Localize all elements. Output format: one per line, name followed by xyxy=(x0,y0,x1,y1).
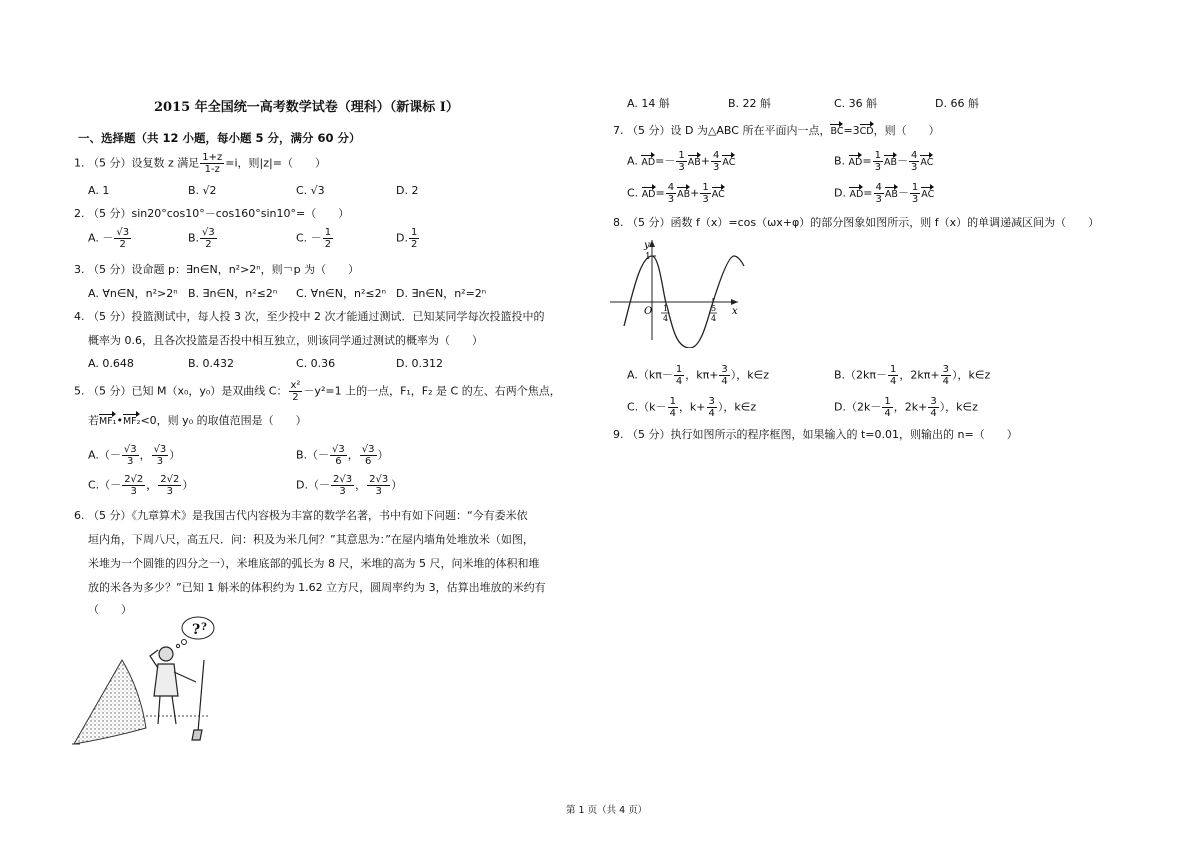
q4-option-d: D. 0.312 xyxy=(396,357,443,370)
q5-option-a: A.（－ $\frac{√3}{3}$ ， $\frac{√3}{3}$ ） xyxy=(88,444,181,467)
origin-label: O xyxy=(644,306,653,317)
q5-option-d: D.（－ $\frac{2√3}{3}$ ， $\frac{2√3}{3}$ ） xyxy=(296,474,403,497)
q8-option-d: D.（2k－ $\frac{1}{4}$ ，2k+ $\frac{3}{4}$ ），k∈z xyxy=(834,396,978,419)
question-4-line1: 4. （5 分）投篮测试中，每人投 3 次，至少投中 2 次才能通过测试．已知某同学每次投篮投中的 xyxy=(74,310,545,323)
q1-option-d: D. 2 xyxy=(396,184,419,197)
page-title: 2015 年全国统一高考数学试卷（理科）（新课标 Ⅰ） xyxy=(154,100,459,115)
tick-quarter-den: 4 xyxy=(663,314,669,323)
q8-option-a: A.（kπ－ $\frac{1}{4}$ ，kπ+ $\frac{3}{4}$ ），k∈z xyxy=(627,364,770,387)
x-axis-arrow xyxy=(731,299,738,305)
q4-option-a: A. 0.648 xyxy=(88,357,134,370)
q6-option-b: B. 22 斛 xyxy=(728,97,772,110)
question-3-stem: 3. （5 分）设命题 p：∃n∈N，n²>2ⁿ，则￢p 为（ ） xyxy=(74,263,360,276)
question-2-stem: 2. （5 分）sin20°cos10°－cos160°sin10°=（ ） xyxy=(74,207,350,220)
one-label: 1 xyxy=(645,252,651,262)
q2-option-d: D. $\frac{1}{2}$ xyxy=(396,227,418,250)
question-6-line1: 6. （5 分）《九章算术》是我国古代内容极为丰富的数学名著，书中有如下问题：“今有委米依 xyxy=(74,509,528,522)
question-5-line2: 若MF₁•MF₂<0，则 y₀ 的取值范围是（ ） xyxy=(88,414,307,427)
question-4-line2: 概率为 0.6，且各次投篮是否投中相互独立，则该同学通过测试的概率为（ ） xyxy=(88,334,483,347)
q7-option-b: B. AD= $\frac{1}{3}$ AB－ $\frac{4}{3}$ AC xyxy=(834,150,934,173)
q7-option-a: A. AD=－ $\frac{1}{3}$ AB+ $\frac{4}{3}$ AC xyxy=(627,150,736,173)
svg-text:?: ? xyxy=(201,622,207,633)
question-6-line2: 垣内角，下周八尺，高五尺．问：积及为米几何？”其意思为：”在屋内墙角处堆放米（如图， xyxy=(88,533,534,546)
q6-option-a: A. 14 斛 xyxy=(627,97,670,110)
q1-option-c: C. √3 xyxy=(296,184,325,197)
q2-option-c: C. － $\frac{1}{2}$ xyxy=(296,227,332,250)
question-8-stem: 8. （5 分）函数 f（x）=cos（ωx+φ）的部分图象如图所示，则 f（x）的单调递减区间为（ ） xyxy=(613,216,1100,229)
tick-quarter-num: 1 xyxy=(663,304,669,313)
rice-pile-illustration xyxy=(70,612,220,752)
q3-option-d: D. ∃n∈N，n²=2ⁿ xyxy=(396,287,487,300)
q2-option-b: B. $\frac{√3}{2}$ xyxy=(188,227,215,250)
q1-option-a: A. 1 xyxy=(88,184,110,197)
question-6-line5: （ ） xyxy=(88,603,132,616)
q7-option-c: C. AD= $\frac{4}{3}$ AB+ $\frac{1}{3}$ AC xyxy=(627,182,725,205)
q4-option-c: C. 0.36 xyxy=(296,357,336,370)
svg-text:?: ? xyxy=(192,622,201,638)
q6-option-c: C. 36 斛 xyxy=(834,97,878,110)
q5-option-c: C.（－ $\frac{2√2}{3}$ ， $\frac{2√2}{3}$ ） xyxy=(88,474,194,497)
question-7-stem: 7. （5 分）设 D 为△ABC 所在平面内一点，BC=3CD，则（ ） xyxy=(613,124,940,137)
question-1-stem: 1. （5 分）设复数 z 满足 $\frac{1+z}{1-z}$ =i，则|z|=（ ） xyxy=(74,152,326,175)
page-footer: 第 1 页（共 4 页） xyxy=(566,805,648,816)
q1-option-b: B. √2 xyxy=(188,184,217,197)
question-9-stem: 9. （5 分）执行如图所示的程序框图，如果输入的 t=0.01，则输出的 n=（ ） xyxy=(613,428,1018,441)
fraction: $\frac{1+z}{1-z}$ xyxy=(202,152,223,175)
q8-option-c: C.（k－ $\frac{1}{4}$ ，k+ $\frac{3}{4}$ ），k∈z xyxy=(627,396,757,419)
q8-option-b: B.（2kπ－ $\frac{1}{4}$ ，2kπ+ $\frac{3}{4}$ ），k∈z xyxy=(834,364,991,387)
q7-option-d: D. AD= $\frac{4}{3}$ AB－ $\frac{1}{3}$ AC xyxy=(834,182,935,205)
tick-five-quarter-den: 4 xyxy=(711,314,717,323)
q6-option-d: D. 66 斛 xyxy=(935,97,979,110)
question-5-line1: 5. （5 分）已知 M（x₀，y₀）是双曲线 C： $\frac{\text{x²}}{2}$ －y²=1 上的一点，F₁，F₂ 是 C 的左、右两个焦点， xyxy=(74,380,561,403)
rice-pile xyxy=(74,660,146,744)
y-axis-arrow xyxy=(649,240,655,247)
cosine-graph xyxy=(610,236,760,348)
y-label: y xyxy=(644,240,650,251)
question-6-line3: 米堆为一个圆锥的四分之一），米堆底部的弧长为 8 尺，米堆的高为 5 尺，问米堆的体积和堆 xyxy=(88,557,540,570)
section-heading: 一、选择题（共 12 小题，每小题 5 分，满分 60 分） xyxy=(78,131,361,145)
person-figure xyxy=(150,647,204,740)
q3-option-b: B. ∃n∈N，n²≤2ⁿ xyxy=(188,287,278,300)
q3-option-c: C. ∀n∈N，n²≤2ⁿ xyxy=(296,287,386,300)
x-label: x xyxy=(732,306,738,317)
q5-option-b: B.（－ $\frac{√3}{6}$ ， $\frac{√3}{6}$ ） xyxy=(296,444,389,467)
q4-option-b: B. 0.432 xyxy=(188,357,235,370)
tick-five-quarter-num: 5 xyxy=(711,304,717,313)
q3-option-a: A. ∀n∈N，n²>2ⁿ xyxy=(88,287,178,300)
q2-option-a: A. － $\frac{√3}{2}$ xyxy=(88,227,130,250)
question-6-line4: 放的米各为多少？”已知 1 斛米的体积约为 1.62 立方尺，圆周率约为 3，估算出堆放的米约有 xyxy=(88,581,546,594)
